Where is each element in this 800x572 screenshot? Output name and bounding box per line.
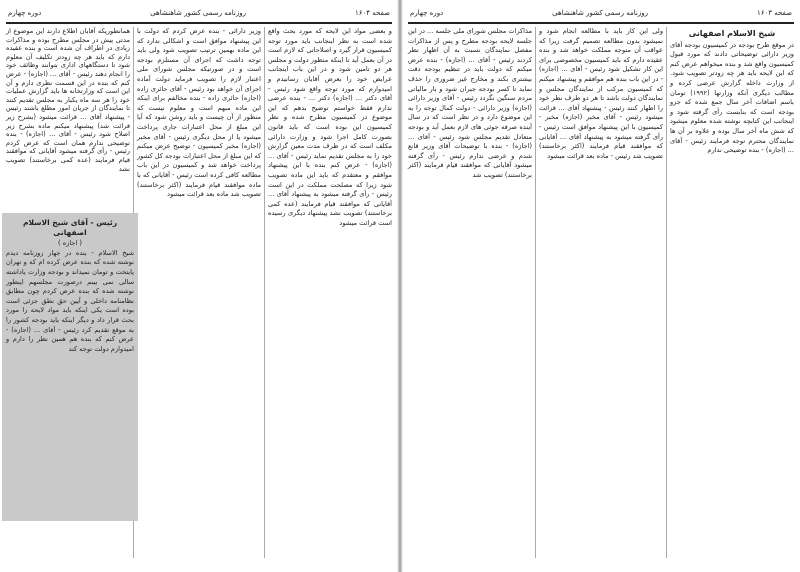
text-column [539, 27, 663, 163]
text-column [137, 27, 261, 202]
column-text: و بعضی مواد این لایحه که مورد بحث واقع شده است به نظر اینجانب باید مورد توجه کمیسیون قرار گیرد و اصلاحاتی که لازم است در آن بعمل آید تا اینکه منظور دولت و مجلس هر دو تامین شود و در این باب اینجانب عرایض خود را بعرض آقایان رسانیدم و امیدوارم که مورد توجه واقع شود رئیس - آقای دکتر ... (اجازه) دکتر ... - بنده عرضی ندارم فقط خواستم توضیح بدهم که این موضوع در کمیسیون مطرح شده و نظر کمیسیون این بوده است که باید قانون بصورت کامل اجرا شود و وزارت دارائی مکلف است که در ظرف مدت معین گزارش خود را به مجلس تقدیم نماید رئیس - آقای ... (اجازه) - عرض کنم بنده با این پیشنهاد موافقم و معتقدم که باید این ماده تصویب شود زیرا که مصلحت مملکت در این است رئیس - رأی گرفته میشود به پیشنهاد آقای ... آقایانی که موافقند قیام فرمایند (عده کمی برخاستند) تصویب نشد پیشنهاد دیگری رسیده است قرائت میشود [268, 27, 392, 227]
text-column [408, 27, 532, 183]
text-column [6, 27, 130, 175]
period-label: دوره چهارم [410, 9, 444, 17]
page-number: صفحه ۱۶۰۳ [756, 9, 792, 17]
column-text: ولی این کار باید با مطالعه انجام شود و نمیشود بدون مطالعه تصمیم گرفت زیرا که عواقب آن متوجه مملکت خواهد شد و بنده عقیده دارم که باید کمیسیون مخصوصی برای این کار تشکیل شود رئیس - آقای ... (اجازه) - در این باب بنده هم موافقم و پیشنهاد میکنم که کمیسیون مرکب از نمایندگان مجلس و نمایندگان دولت باشد تا هر دو طرف نظر خود را اظهار کنند رئیس - پیشنهاد آقای ... قرائت میشود رئیس - آقای مخبر (اجازه) مخبر - کمیسیون با این پیشنهاد موافق است رئیس - رأی گرفته میشود به پیشنهاد آقای ... آقایانی که موافقند قیام فرمایند (اکثر برخاستند) تصویب شد رئیس - ماده بعد قرائت میشود [539, 27, 663, 160]
column-divider [666, 27, 667, 558]
left-page-header [8, 6, 390, 20]
speaker-heading: رئیس - آقای شیخ الاسلام اصفهانی [22, 218, 118, 237]
highlighted-section [2, 213, 138, 521]
column-divider [264, 27, 265, 558]
left-page [0, 0, 398, 572]
column-text: همانطوریکه آقایان اطلاع دارند این موضوع از مدتی پیش در مجلس مطرح بوده و مذاکرات زیادی در اطراف آن شده است و بنده عقیده دارم که باید هر چه زودتر تکلیف آن معلوم شود تا دستگاههای اداری بتوانند وظائف خود را انجام دهند رئیس - آقای ... (اجازه) - عرض کنم که بنده در این قسمت نظری دارم و آن این است که وزارتخانه ها باید گزارش عملیات خود را هر سه ماه یکبار به مجلس تقدیم کنند تا نمایندگان از جریان امور مطلع باشند رئیس - پیشنهاد آقای ... قرائت میشود (بشرح زیر قرائت شد) پیشنهاد میکنم ماده بشرح زیر اصلاح شود رئیس - آقای ... (اجازه) - بنده توضیحی ندارم همان است که عرض کردم رئیس - رأی گرفته میشود آقایانی که موافقند قیام فرمایند (عده کمی برخاستند) تصویب نشد [6, 27, 130, 173]
text-column [670, 27, 794, 158]
section-heading: شیخ الاسلام اصفهانی [688, 29, 776, 38]
header-rule [6, 22, 392, 24]
period-label: دوره چهارم [8, 9, 42, 17]
header-rule [408, 22, 794, 24]
column-text: در موقع طرح بودجه در کمیسیون بودجه آقای وزیر دارائی توضیحاتی دادند که مورد قبول کمیسیون واقع شد و بنده میخواهم عرض کنم که این لایحه باید هر چه زودتر تصویب شود. از وزارت داخله گزارش عرضی کرده و مطالب دیگری آنکه وزارتها (۱۹۹۲) تومان باسم اضافات آخر سال جمع شده که جزو بودجه است که بنابست رأی گرفته شود و اینجانب این کتابچه نوشته شده معلوم میشود که شش ماه آخر سال بوده و علاوه بر آن ها نمایندگان محترم توجه فرمایند رئیس - آقای ... (اجازه) - بنده توضیحی ندارم [670, 40, 794, 155]
column-text: مذاکرات مجلس شورای ملی جلسه ... در این جلسه لایحه بودجه مطرح و پس از مذاکرات مفصل نمایندگان نسبت به آن اظهار نظر کردند رئیس - آقای ... (اجازه) - بنده عرض میکنم که دولت باید در تنظیم بودجه دقت بیشتری بکند و مخارج غیر ضروری را حذف نماید تا کسر بودجه جبران شود و بار مالیاتی مردم سنگین نگردد رئیس - آقای وزیر دارائی (اجازه) وزیر دارائی - دولت کمال توجه را به این موضوع دارد و در نظر است که در سال آینده صرفه جوئی های لازم بعمل آید و بودجه متعادل تقدیم مجلس شود رئیس - آقای ... (اجازه) - بنده با توضیحات آقای وزیر قانع شدم و عرضی ندارم رئیس - رأی گرفته میشود آقایانی که موافقند قیام فرمایند (اکثر برخاستند) تصویب شد [408, 27, 532, 179]
column-divider [535, 27, 536, 558]
text-column [268, 27, 392, 230]
right-page [402, 0, 800, 572]
highlighted-text: شیخ الاسلام - بنده در جهار روزنامه دیدم نوشته شده که بنده عرض کرده ام که و تهران پایتخت و تومان نمیداند و بودجه وزارت یاداشته سالی نمی بینم درصورت مجلسهم اینطور نوشته شده که بنده عرض کردم چون مطابق نظامنامه داخلی و آیین حق نطق جزئی است بوده است یکی اینکه باید مواد لایحه را مورد بحث قرار داد و دیگر اینکه باید بودجه کشور را به موقع تقدیم کرد رئیس - آقای ... (اجازه) - عرض کنم که بنده هم همین نظر را دارم و امیدوارم دولت توجه کند [6, 248, 134, 353]
page-number: صفحه ۱۶۰۴ [354, 9, 390, 17]
right-page-header [410, 6, 792, 20]
permission-note: ( اجازه ) [58, 239, 82, 248]
publication-title: روزنامه رسمی کشور شاهنشاهی [150, 9, 246, 17]
publication-title: روزنامه رسمی کشور شاهنشاهی [552, 9, 648, 17]
column-text: وزیر دارائی - بنده عرض کردم که دولت با این پیشنهاد موافق است و اشکالی ندارد که این ماده بهمین ترتیب تصویب شود ولی باید توجه داشت که اجرای آن مستلزم بودجه است و در صورتیکه مجلس شورای ملی اعتبار لازم را تصویب فرماید دولت آماده اجرای آن خواهد بود رئیس - آقای حائری زاده (اجازه) حائری زاده - بنده مخالفم برای اینکه این ماده مبهم است و معلوم نیست که منظور از آن چیست و باید روشن شود که آیا این مبلغ از محل اعتبارات جاری پرداخت میشود یا از محل دیگری رئیس - آقای مخبر (اجازه) مخبر کمیسیون - توضیح عرض میکنم که این مبلغ از محل اعتبارات بودجه کل کشور پرداخت خواهد شد و کمیسیون در این باب مطالعه کافی کرده است رئیس - آقایانی که با ماده موافقند قیام فرمایند (اکثر برخاستند) تصویب شد ماده بعد قرائت میشود [137, 27, 261, 199]
